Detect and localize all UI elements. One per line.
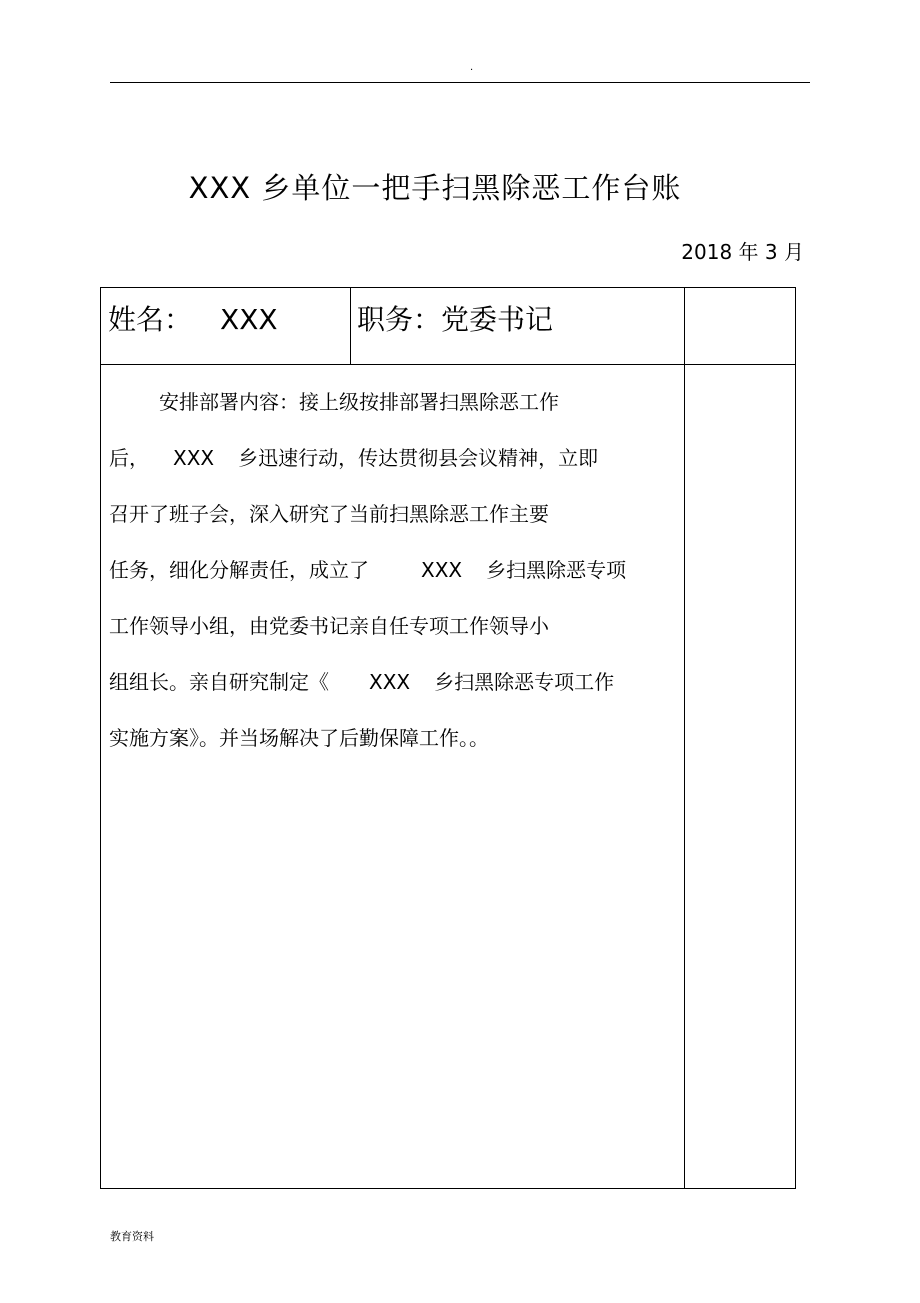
content-line: 工作领导小组，由党委书记亲自任专项工作领导小 [109,614,549,638]
content-fragment: 后， [109,446,149,470]
content-fragment: 任务，细化分解责任，成立了 [109,558,369,582]
column-divider [684,288,685,1188]
ledger-table [100,287,796,1189]
content-line: 召开了班子会，深入研究了当前扫黑除恶工作主要 [109,502,549,526]
content-line [109,430,679,486]
name-value: XXX [220,303,278,336]
content-fragment: XXX [421,558,463,582]
name-cell [108,300,278,340]
position-value: 党委书记 [441,303,554,336]
content-line: 实施方案》。并当场解决了后勤保障工作。。 [109,726,489,750]
content-fragment: 乡迅速行动，传达贯彻县会议精神，立即 [238,446,599,470]
column-divider [350,288,351,365]
content-fragment: 乡扫黑除恶专项工作 [434,670,615,694]
document-date: 2018 年 3 月 [681,240,804,264]
work-content [109,374,679,766]
content-fragment: 组组长。亲自研究制定《 [109,670,329,694]
header-rule [110,82,810,83]
footer-text: 教育资料 [110,1230,154,1243]
position-label: 职务： [357,303,442,336]
content-fragment: 乡扫黑除恶专项 [486,558,627,582]
row-divider [684,364,796,365]
header-mark: . [470,62,474,73]
content-line [109,542,679,598]
row-divider [101,364,684,365]
content-fragment: XXX [369,670,411,694]
content-line [109,654,679,710]
content-fragment: XXX [173,446,215,470]
content-line: 安排部署内容：接上级按排部署扫黑除恶工作 [159,390,559,414]
position-cell [357,300,553,340]
name-label: 姓名： [108,303,193,336]
document-title: XXX 乡单位一把手扫黑除恶工作台账 [188,171,682,205]
